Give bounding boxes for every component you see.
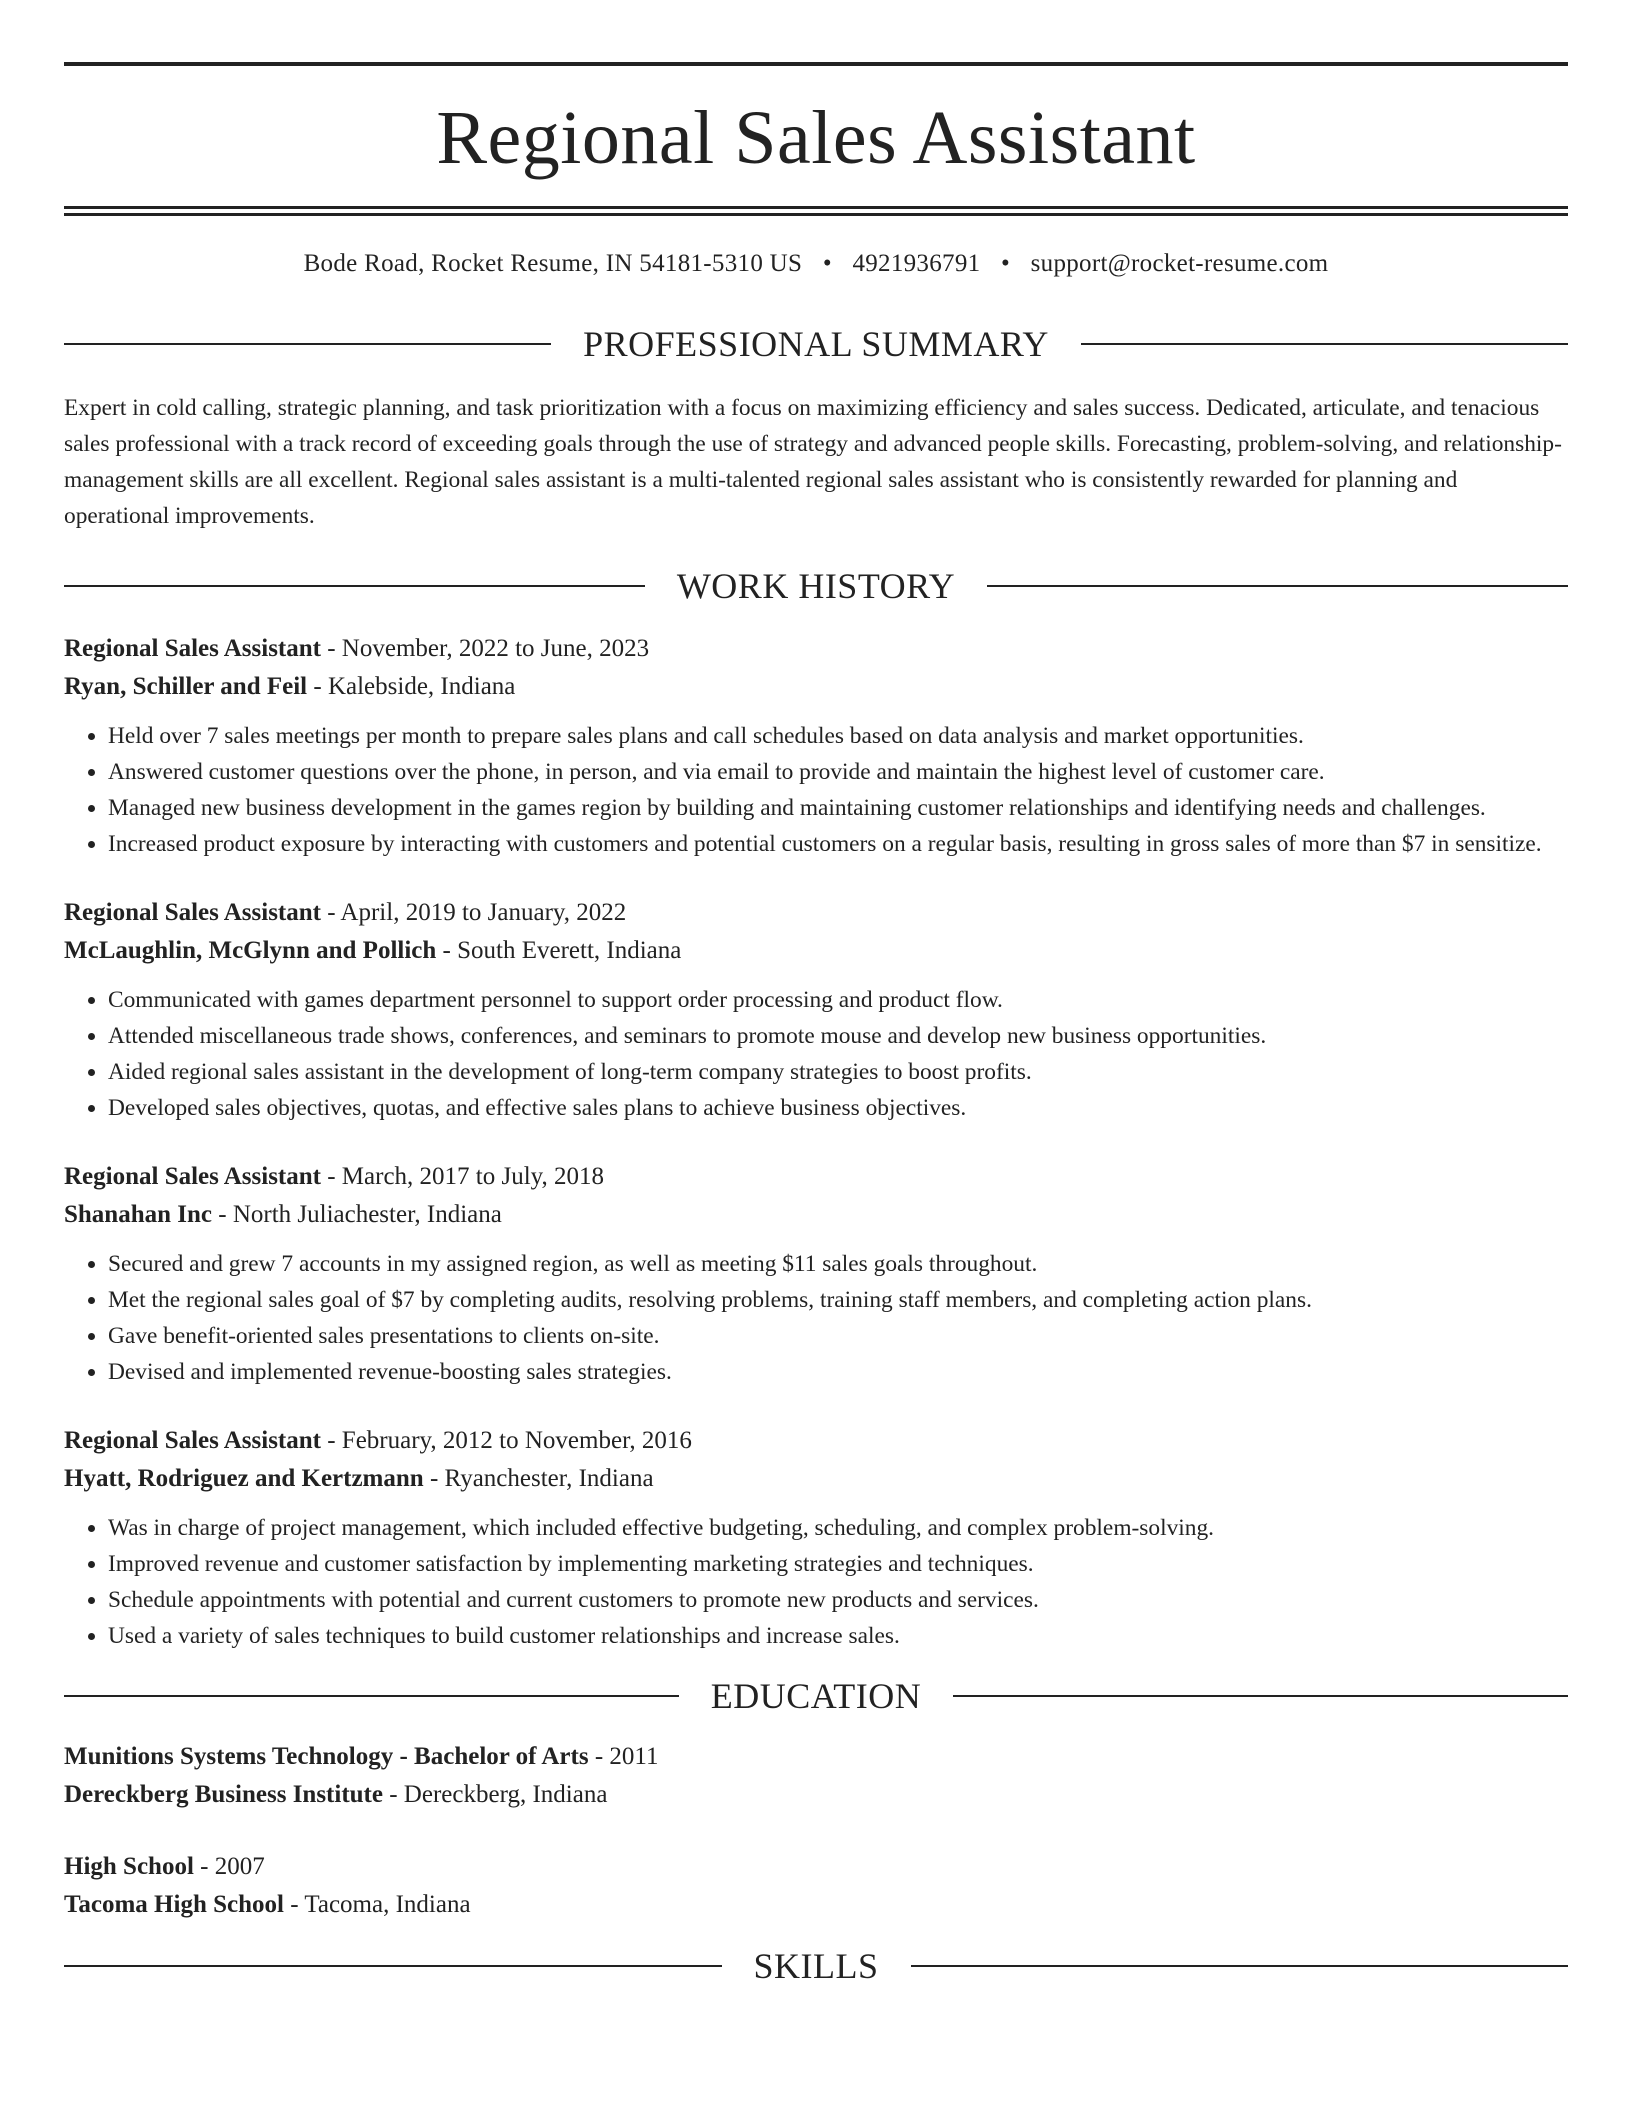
section-title-work: WORK HISTORY: [676, 566, 956, 606]
job-location: - South Everett, Indiana: [436, 937, 682, 964]
education-entry: [64, 1738, 1568, 1814]
job-role: Regional Sales Assistant: [64, 635, 321, 662]
section-header-work: [64, 566, 1568, 606]
job-company-line: [64, 932, 1568, 970]
job-location: - North Juliachester, Indiana: [212, 1201, 502, 1228]
job-company-line: [64, 1460, 1568, 1498]
job-bullet: • Devised and implemented revenue-boosting sales strategies.: [108, 1354, 1568, 1390]
entry-spacer: [64, 862, 1568, 894]
section-header-summary: [64, 324, 1568, 364]
section-rule: [1081, 343, 1568, 345]
contact-line: [64, 250, 1568, 280]
contact-email[interactable]: support@rocket-resume.com: [1030, 250, 1329, 277]
job-company-line: [64, 1196, 1568, 1234]
education-degree: High School: [64, 1853, 194, 1880]
job-title-line: [64, 630, 1568, 668]
job-company: Hyatt, Rodriguez and Kertzmann: [64, 1465, 424, 1492]
education-school-line: [64, 1776, 1568, 1814]
job-dates: - April, 2019 to January, 2022: [320, 899, 627, 926]
education-year: - 2007: [193, 1853, 265, 1880]
job-company: McLaughlin, McGlynn and Pollich: [64, 937, 437, 964]
job-bullet: • Held over 7 sales meetings per month to prepare sales plans and call schedules based on data analysis and market opportunities.: [108, 718, 1568, 754]
entry-spacer: [64, 1390, 1568, 1422]
job-bullet: • Met the regional sales goal of $7 by completing audits, resolving problems, training staff members, and completing action plans.: [108, 1282, 1568, 1318]
job-title-line: [64, 1158, 1568, 1196]
job-role: Regional Sales Assistant: [64, 1163, 321, 1190]
entry-spacer: [64, 1126, 1568, 1158]
job-bullet: • Gave benefit-oriented sales presentations to clients on-site.: [108, 1318, 1568, 1354]
education-degree: Munitions Systems Technology - Bachelor of Arts: [64, 1743, 589, 1770]
contact-phone[interactable]: 4921936791: [852, 250, 981, 277]
education-school: Tacoma High School: [64, 1891, 284, 1918]
section-rule: [987, 585, 1568, 587]
double-rule: [64, 206, 1568, 216]
job-bullet: • Communicated with games department personnel to support order processing and product flow.: [108, 982, 1568, 1018]
job-title-line: [64, 1422, 1568, 1460]
education-location: - Tacoma, Indiana: [283, 1891, 471, 1918]
work-history-list: [64, 630, 1568, 1654]
job-entry: [64, 630, 1568, 862]
job-entry: [64, 1422, 1568, 1654]
section-rule: [64, 1965, 722, 1967]
job-bullet: • Increased product exposure by interacting with customers and potential customers on a regular basis, resulting in gross sales of more than $7 in sensitize.: [108, 826, 1568, 862]
resume-page: [64, 0, 1568, 1986]
job-bullets: [64, 1510, 1568, 1654]
section-title-summary: PROFESSIONAL SUMMARY: [583, 324, 1049, 364]
job-bullet: • Used a variety of sales techniques to build customer relationships and increase sales.: [108, 1618, 1568, 1654]
job-bullets: [64, 1246, 1568, 1390]
job-dates: - February, 2012 to November, 2016: [320, 1427, 692, 1454]
job-bullet: • Managed new business development in the games region by building and maintaining customer relationships and identifying needs and challenges.: [108, 790, 1568, 826]
education-school-line: [64, 1886, 1568, 1924]
contact-address: Bode Road, Rocket Resume, IN 54181-5310 US: [303, 250, 803, 277]
section-header-skills: [64, 1946, 1568, 1986]
job-title-line: [64, 894, 1568, 932]
entry-spacer: [64, 1814, 1568, 1848]
job-entry: [64, 894, 1568, 1126]
job-bullet: • Developed sales objectives, quotas, and effective sales plans to achieve business objectives.: [108, 1090, 1568, 1126]
education-entry: [64, 1848, 1568, 1924]
education-degree-line: [64, 1848, 1568, 1886]
job-company: Ryan, Schiller and Feil: [64, 673, 308, 700]
education-location: - Dereckberg, Indiana: [382, 1781, 608, 1808]
job-company-line: [64, 668, 1568, 706]
contact-separator: •: [822, 250, 832, 277]
job-bullets: [64, 982, 1568, 1126]
education-school: Dereckberg Business Institute: [64, 1781, 383, 1808]
education-year: - 2011: [588, 1743, 659, 1770]
job-company: Shanahan Inc: [64, 1201, 212, 1228]
section-header-education: [64, 1676, 1568, 1716]
top-rule: [64, 62, 1568, 66]
summary-text: Expert in cold calling, strategic planning, and task prioritization with a focus on maximizing efficiency and sales success. Dedicated, articulate, and tenacious sales professional with a track record of exceeding goals through the use of strategy and advanced people skills. Forecasting, problem-solving, and relationship-management skills are all excellent. Regional sales assistant is a multi-talented regional sales assistant who is consistently rewarded for planning and operational improvements.: [64, 395, 1562, 529]
job-bullet: • Was in charge of project management, which included effective budgeting, scheduling, and complex problem-solving.: [108, 1510, 1568, 1546]
job-bullet: • Answered customer questions over the phone, in person, and via email to provide and maintain the highest level of customer care.: [108, 754, 1568, 790]
job-bullet: • Improved revenue and customer satisfaction by implementing marketing strategies and techniques.: [108, 1546, 1568, 1582]
contact-separator: •: [1001, 250, 1011, 277]
job-entry: [64, 1158, 1568, 1390]
education-list: [64, 1738, 1568, 1924]
section-rule: [64, 1695, 679, 1697]
section-rule: [64, 343, 551, 345]
job-location: - Kalebside, Indiana: [307, 673, 516, 700]
section-title-skills: SKILLS: [753, 1946, 879, 1986]
resume-name: Regional Sales Assistant: [436, 96, 1196, 180]
section-rule: [64, 585, 645, 587]
job-role: Regional Sales Assistant: [64, 899, 321, 926]
section-rule: [911, 1965, 1569, 1967]
job-dates: - March, 2017 to July, 2018: [320, 1163, 605, 1190]
job-location: - Ryanchester, Indiana: [423, 1465, 654, 1492]
education-degree-line: [64, 1738, 1568, 1776]
section-rule: [953, 1695, 1568, 1697]
job-role: Regional Sales Assistant: [64, 1427, 321, 1454]
job-bullet: • Schedule appointments with potential and current customers to promote new products and services.: [108, 1582, 1568, 1618]
job-dates: - November, 2022 to June, 2023: [320, 635, 650, 662]
job-bullet: • Secured and grew 7 accounts in my assigned region, as well as meeting $11 sales goals throughout.: [108, 1246, 1568, 1282]
section-title-education: EDUCATION: [710, 1676, 922, 1716]
job-bullet: • Aided regional sales assistant in the development of long-term company strategies to boost profits.: [108, 1054, 1568, 1090]
job-bullet: • Attended miscellaneous trade shows, conferences, and seminars to promote mouse and develop new business opportunities.: [108, 1018, 1568, 1054]
job-bullets: [64, 718, 1568, 862]
